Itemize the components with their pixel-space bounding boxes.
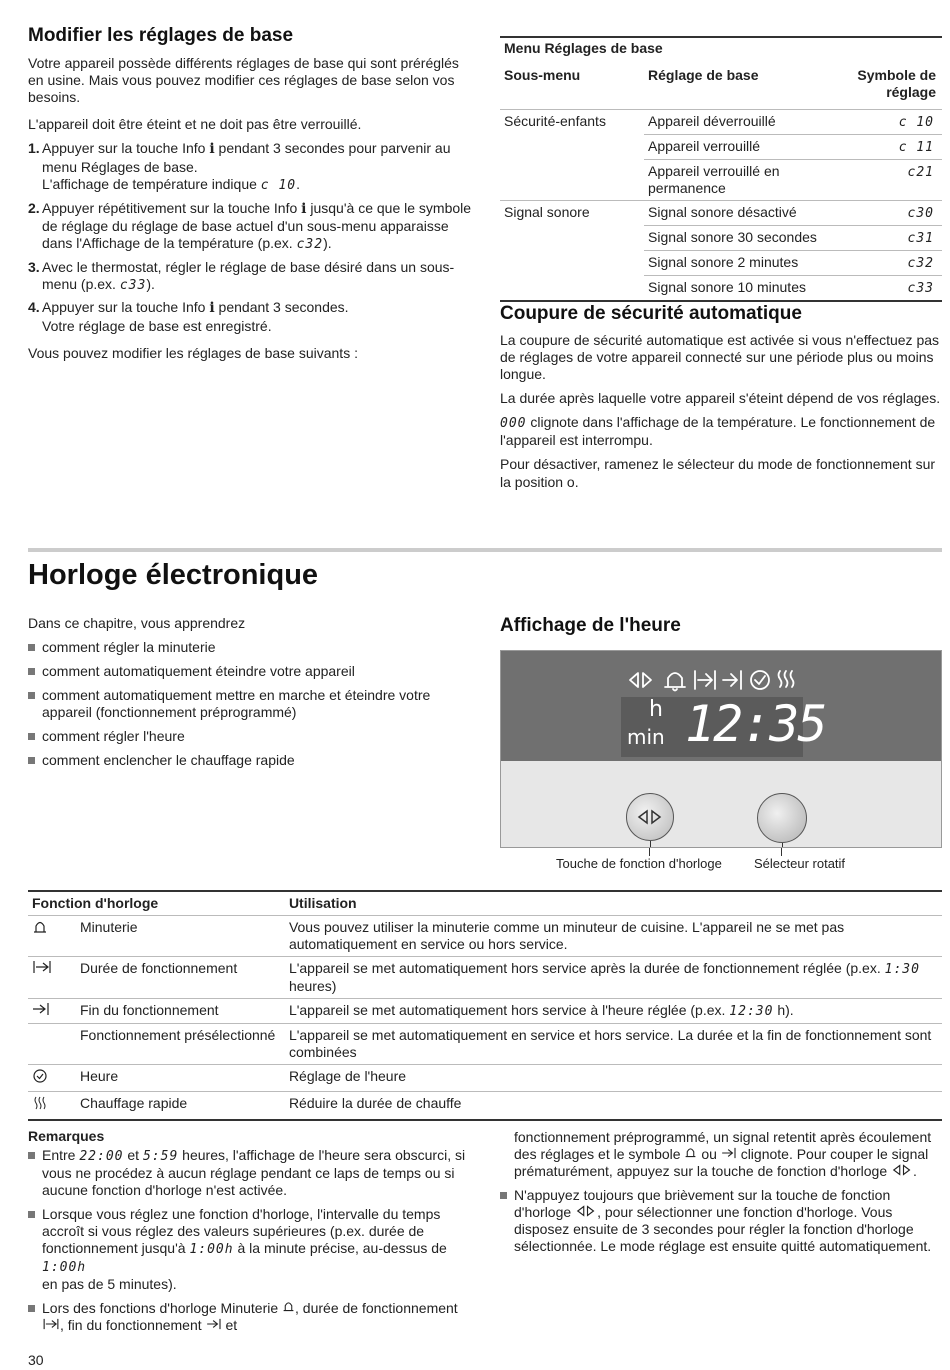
table-row: Sécurité-enfants Appareil déverrouillé c 10 — [500, 110, 942, 135]
fn-table-header: Utilisation — [288, 895, 357, 911]
clock-function-table-wrap — [28, 890, 942, 1121]
page-number: 30 — [28, 1352, 44, 1368]
time-display-title: Affichage de l'heure — [500, 615, 681, 636]
table-row: Signal sonore Signal sonore désactivé c30 — [500, 201, 942, 226]
clock-function-arrows-icon — [891, 1164, 913, 1176]
end-time-icon — [206, 1318, 222, 1330]
step-item: 1. Appuyer sur la touche Info i pendant 3 secondes pour parvenir au menu Réglages de base. L'affichage de température indique c 10. — [28, 140, 451, 193]
basic-settings-title: Modifier les réglages de base — [28, 25, 294, 46]
display-code: c32 — [296, 236, 324, 252]
bell-icon — [282, 1300, 295, 1313]
remarks-title: Remarques — [28, 1128, 105, 1144]
setting-symbol: c32 — [907, 255, 934, 271]
clock-function-button[interactable] — [626, 793, 674, 841]
chapter-bullets — [28, 639, 473, 769]
list-item: comment automatiquement mettre en marche et éteindre votre appareil (fonctionnement préprogrammé) — [28, 687, 473, 721]
setting-symbol: c33 — [907, 280, 934, 296]
display-code: 000 — [500, 416, 527, 432]
list-item: N'appuyez toujours que brièvement sur la touche de fonction d'horloge , pour sélectionner une fonction d'horloge. Vous disposez ensuite de 3 secondes pour régler la fonction d'horloge sélectionnée. Le mode réglage est ensuite quitté automatiquement. — [500, 1187, 942, 1255]
setting-symbol: c31 — [907, 230, 934, 246]
info-icon: i — [209, 141, 215, 158]
list-item: comment régler l'heure — [28, 728, 473, 745]
chapter-title: Horloge électronique — [28, 559, 319, 591]
remarks-list — [500, 1187, 942, 1255]
clock-icon — [32, 1068, 48, 1084]
table-row: Minuterie Vous pouvez utiliser la minuterie comme un minuteur de cuisine. L'appareil ne se met pas automatiquement en service ou hors service. — [28, 916, 942, 957]
step-item: 3. Avec le thermostat, régler le réglage de base désiré dans un sous-menu (p.ex. c33). — [28, 258, 455, 293]
submenu-label: Signal sonore — [500, 201, 644, 300]
end-time-icon — [721, 1147, 737, 1159]
rapid-heat-icon — [779, 671, 794, 687]
bell-icon — [32, 919, 48, 935]
remarks-left — [28, 1128, 473, 1341]
info-icon: i — [301, 200, 307, 217]
clock-function-table — [28, 892, 942, 1119]
basic-settings-section — [28, 24, 473, 362]
basic-settings-precondition: L'appareil doit être éteint et ne doit pas être verrouillé. — [28, 116, 362, 133]
table-row: Heure Réglage de l'heure — [28, 1065, 942, 1092]
menu-table-header: Sous-menu — [504, 67, 581, 84]
table-row: Chauffage rapide Réduire la durée de chauffe — [28, 1092, 942, 1119]
submenu-label: Sécurité-enfants — [500, 110, 644, 201]
clock-icon — [751, 671, 769, 689]
list-item: comment automatiquement éteindre votre appareil — [28, 663, 473, 680]
rapid-heat-icon — [32, 1095, 48, 1111]
list-item: Entre 22:00 et 5:59 heures, l'affichage de l'heure sera obscurci, si vous ne procédez à aucun réglage pendant ce laps de temps ou si aucune fonction d'horloge n'est activée. — [28, 1147, 473, 1199]
setting-symbol: c 11 — [898, 140, 934, 156]
table-row: Signal sonore 2 minutes c32 — [500, 250, 942, 275]
table-row: Appareil verrouillé c 11 — [500, 135, 942, 160]
auto-shutoff-section: Coupure de sécurité automatique La coupure de sécurité automatique est activée si vous n'effectuez pas de réglages de votre appareil connecté sur une période plus ou moins longue. La durée après laquelle votre appareil s'éteint dépend de vos réglages. 000 clignote dans l'affichage de la température. Le fonctionnement de l'appareil est interrompu. Pour désactiver, ramenez le sélecteur du mode de fonctionnement sur la position o. — [500, 303, 941, 490]
setting-symbol: c 10 — [898, 115, 934, 131]
menu-table-caption: Menu Réglages de base — [504, 40, 663, 56]
basic-settings-outro: Vous pouvez modifier les réglages de base suivants : — [28, 344, 358, 361]
display-code: c 10 — [260, 177, 297, 193]
list-item: comment régler la minuterie — [28, 639, 473, 656]
menu-table-header: Symbole de réglage — [857, 67, 936, 101]
remarks-list — [28, 1147, 473, 1334]
hours-unit-label: h — [649, 697, 663, 722]
bell-icon — [665, 673, 685, 691]
menu-settings-table — [500, 38, 942, 300]
menu-table-header: Réglage de base — [648, 67, 759, 84]
list-item: Lorsque vous réglez une fonction d'horloge, l'intervalle du temps accroît si vous réglez des valeurs supérieures (p.ex. durée de fonctionnement jusqu'à 1:00h à la minute précise, au-dessus de 1:00h en pas de 5 minutes). — [28, 1206, 473, 1293]
table-row: Durée de fonctionnement L'appareil se met automatiquement hors service après la durée de fonctionnement réglée (p.ex. 1:30 heures) — [28, 957, 942, 999]
table-row: Signal sonore 30 secondes c31 — [500, 225, 942, 250]
clock-function-icons — [627, 667, 807, 693]
steps-list — [28, 140, 473, 334]
rotary-selector-label: Sélecteur rotatif — [754, 856, 846, 871]
list-item: comment enclencher le chauffage rapide — [28, 752, 473, 769]
setting-symbol: c30 — [907, 206, 934, 222]
clock-button-label: Touche de fonction d'horloge — [556, 856, 722, 871]
table-row: Signal sonore 10 minutes c33 — [500, 275, 942, 299]
duration-icon — [42, 1318, 60, 1330]
remarks-right — [500, 1129, 942, 1263]
setting-symbol: c21 — [907, 164, 934, 180]
table-row: Fonctionnement présélectionné L'appareil se met automatiquement en service et hors service. La durée et la fin de fonctionnement sont combinées — [28, 1024, 942, 1065]
bell-icon — [684, 1146, 697, 1159]
step-item: 2. Appuyer répétitivement sur la touche Info i jusqu'à ce que le symbole de réglage du réglage de base actuel d'un sous-menu apparaisse dans l'Affichage de la température (p.ex. c32). — [28, 199, 472, 252]
chapter-intro: Dans ce chapitre, vous apprendrez — [28, 615, 246, 631]
step-item: 4. Appuyer sur la touche Info i pendant 3 secondes. Votre réglage de base est enregistré. — [28, 299, 349, 334]
control-panel-illustration — [500, 650, 942, 848]
time-readout: 12:35 — [685, 695, 826, 753]
fn-table-header: Fonction d'horloge — [32, 895, 159, 911]
list-item: Lors des fonctions d'horloge Minuterie , durée de fonctionnement , fin du fonctionnement et — [28, 1300, 473, 1334]
table-row: Appareil verrouillé en permanence c21 — [500, 159, 942, 200]
duration-icon — [695, 671, 715, 689]
display-code: c33 — [119, 277, 147, 293]
chapter-divider — [28, 548, 942, 552]
clock-function-arrows-icon — [630, 673, 651, 687]
info-icon: i — [209, 300, 215, 317]
rotary-selector-knob[interactable] — [757, 793, 807, 843]
clock-function-arrows-icon — [575, 1205, 597, 1217]
end-time-icon — [723, 671, 741, 689]
clock-function-arrows-icon — [637, 809, 663, 825]
menu-settings-table-wrap — [500, 36, 942, 302]
duration-icon — [32, 960, 52, 974]
basic-settings-intro: Votre appareil possède différents réglages de base qui sont préréglés en usine. Mais vous pouvez modifier ces réglages de base selon vos besoins. — [28, 55, 459, 106]
table-row: Fin du fonctionnement L'appareil se met automatiquement hors service à l'heure réglée (p.ex. 12:30 h). — [28, 999, 942, 1024]
panel-lower — [501, 761, 942, 848]
end-time-icon — [32, 1002, 50, 1016]
auto-shutoff-title: Coupure de sécurité automatique — [500, 303, 802, 324]
chapter-intro-section — [28, 615, 473, 777]
remark-continuation: fonctionnement préprogrammé, un signal retentit après écoulement des réglages et le symbole ou clignote. Pour couper le signal prématurément, appuyez sur la touche de fonction d'horloge . — [514, 1129, 932, 1180]
minutes-unit-label: min — [627, 725, 665, 749]
